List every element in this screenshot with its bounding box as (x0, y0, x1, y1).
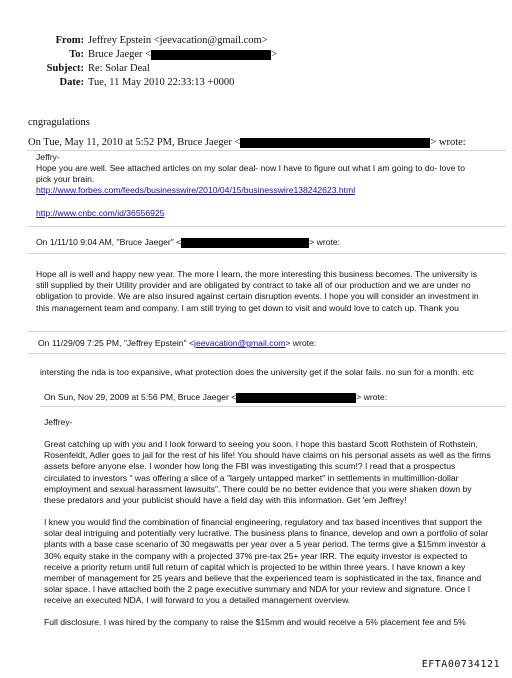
reply1-salutation: Jeffry- (36, 152, 60, 162)
quote4-attribution (44, 392, 387, 403)
subject-label: Subject: (46, 63, 84, 74)
bates-number: EFTA00734121 (421, 659, 500, 670)
subject-row (0, 62, 512, 76)
divider (28, 253, 506, 254)
redaction-bar (236, 393, 356, 403)
from-label: From: (55, 35, 84, 46)
quote2-text: Hope all is well and happy new year. The more I learn, the more interesting this business becomes. The university is still supplied by their Utility provider and are obligated by contract to take all of our production and we are under no obligation to provide. We are also insured against certain disruption events. I hope you will consider an investment in this management team and company. I am still trying to get down to visit and would love to catch up. Thank you (36, 269, 479, 313)
to-value: Bruce Jaeger < (88, 49, 152, 60)
quote4-paragraph-1: Great catching up with you and I look forward to seeing you soon. I hope this bastard Scott Rothstein of Rothstein, Rosenfeldt, Adler goes to jail for the rest of his life! You should have claims on his personal assets as well as the firms assets before anyone else. I wonder how long the FBI was investigating this scum!? I read that a prospectus circulated to investors " was offering a slice of a "largely untapped market" in settlements in multimillion-dollar employment and sexual harassment lawsuits". There could be no better evidence that you were shaken down by these predators and your publicist should have a field day with this information. Get 'em Jeffrey! (44, 439, 491, 506)
quote3-attribution (38, 338, 316, 349)
cnbc-link[interactable]: http://www.cnbc.com/id/36556925 (36, 208, 165, 218)
to-value-suffix: > (271, 49, 277, 60)
reply1-attribution-suffix: > wrote: (430, 137, 466, 148)
date-label: Date: (59, 77, 84, 88)
to-label: To: (69, 49, 84, 60)
divider (28, 331, 506, 332)
quote2-attribution (36, 237, 340, 248)
date-row (0, 76, 512, 90)
quote4-paragraph-2: I knew you would find the combination of financial engineering, regulatory and tax based incentives that support the solar deal intriguing and potentially very lucrative. The business plans to finance, develop and own a portfolio of solar plants with a base case scenario of 30 megawatts per year over a 5 year period. The terms give a $15mm investor a 30% equity stake in the company with a projected 37% pre-tax 25+ year IRR. The equity investor is expected to receive a priority return until full return of capital which is projected to be within three years. I have known a key member of management for 25 years and believe that the experienced team is sophisticated in the tax, finance and solar space. I have attached both the 2 page executive summary and NDA for your review and signature. Once I receive an executed NDA, I will forward to you a detailed management overview. (44, 517, 489, 606)
date-value: Tue, 11 May 2010 22:33:13 +0000 (88, 77, 235, 88)
quote3-attribution-suffix: > wrote: (285, 338, 317, 348)
from-row (0, 34, 512, 48)
divider (28, 150, 506, 151)
subject-value: Re: Solar Deal (88, 63, 150, 74)
redaction-bar (181, 238, 309, 248)
quote4-paragraph-3: Full disclosure. I was hired by the company to raise the $15mm and would receive a 5% placement fee and 5% (44, 617, 466, 627)
quote2-attribution-suffix: > wrote: (309, 237, 341, 247)
quote3-email-link[interactable]: jeevacation@gmail.com (194, 338, 286, 348)
greeting: cngragulations (28, 117, 90, 128)
email-header (0, 34, 512, 90)
reply1-attribution (28, 137, 466, 148)
reply1-text: Hope you are well. See attached articles on my solar deal- now I have to figure out what I am going to do- love to pick your brain. (36, 163, 465, 185)
quote3-text: intersting the nda is too expansive, what protection does the university get if the solar fails. no sun for a month. etc (40, 367, 474, 377)
reply1-attribution-text: On Tue, May 11, 2010 at 5:52 PM, Bruce Jaeger < (28, 137, 241, 148)
divider (28, 353, 506, 354)
quote2-attribution-text: On 1/11/10 9:04 AM, "Bruce Jaeger" < (36, 237, 182, 247)
divider (40, 406, 506, 407)
quote3-attribution-text: On 11/29/09 7:25 PM, "Jeffrey Epstein" < (38, 338, 195, 348)
quote4-salutation: Jeffrey- (44, 417, 73, 427)
divider (28, 226, 506, 227)
forbes-link[interactable]: http://www.forbes.com/feeds/businesswire/2010/04/15/businesswire138242623.html (36, 185, 356, 195)
redaction-bar (151, 50, 271, 60)
quote4-attribution-suffix: > wrote: (356, 392, 388, 402)
redaction-bar (240, 138, 430, 148)
quote4-attribution-text: On Sun, Nov 29, 2009 at 5:56 PM, Bruce Jaeger < (44, 392, 237, 402)
to-row (0, 48, 512, 62)
from-value: Jeffrey Epstein <jeevacation@gmail.com> (88, 35, 268, 46)
